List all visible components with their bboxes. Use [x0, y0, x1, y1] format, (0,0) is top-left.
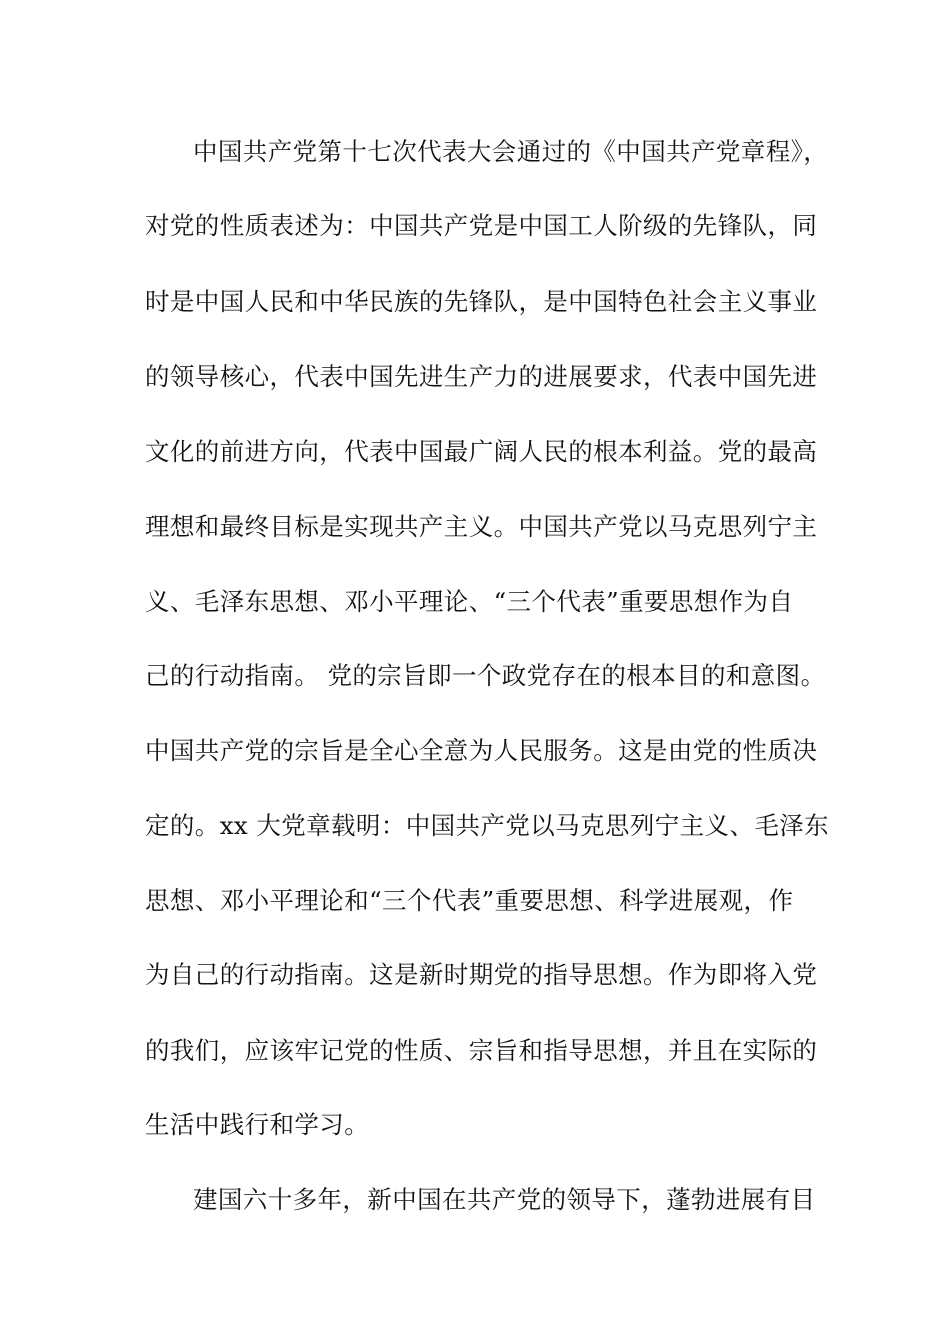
- paragraph-1-line-8: 己的行动指南。 党的宗旨即一个政党存在的根本目的和意图。: [145, 661, 826, 690]
- paragraph-2-line-1: 建国六十多年，新中国在共产党的领导下，蓬勃进展有目: [193, 1185, 816, 1214]
- paragraph-1-line-2: 对党的性质表述为：中国共产党是中国工人阶级的先锋队，同: [145, 211, 818, 240]
- paragraph-1-line-5: 文化的前进方向，代表中国最广阔人民的根本利益。党的最高: [145, 437, 818, 466]
- paragraph-1-line-3: 时是中国人民和中华民族的先锋队，是中国特色社会主义事业: [145, 287, 818, 316]
- paragraph-1-line-13: 的我们，应该牢记党的性质、宗旨和指导思想，并且在实际的: [145, 1036, 818, 1065]
- paragraph-1-line-6: 理想和最终目标是实现共产主义。中国共产党以马克思列宁主: [145, 512, 818, 541]
- paragraph-1-line-10: 定的。xx 大党章载明：中国共产党以马克思列宁主义、毛泽东: [145, 811, 830, 840]
- paragraph-1-line-7: 义、毛泽东思想、邓小平理论、“三个代表”重要思想作为自: [145, 587, 794, 616]
- paragraph-1-line-9: 中国共产党的宗旨是全心全意为人民服务。这是由党的性质决: [145, 736, 818, 765]
- paragraph-1-line-12: 为自己的行动指南。这是新时期党的指导思想。作为即将入党: [145, 960, 818, 989]
- paragraph-1-line-4: 的领导核心，代表中国先进生产力的进展要求，代表中国先进: [145, 362, 818, 391]
- paragraph-1-line-11: 思想、邓小平理论和“三个代表”重要思想、科学进展观，作: [145, 886, 794, 915]
- paragraph-1-line-1: 中国共产党第十七次代表大会通过的《中国共产党章程》，: [193, 137, 829, 166]
- paragraph-1-line-14: 生活中践行和学习。: [145, 1110, 370, 1139]
